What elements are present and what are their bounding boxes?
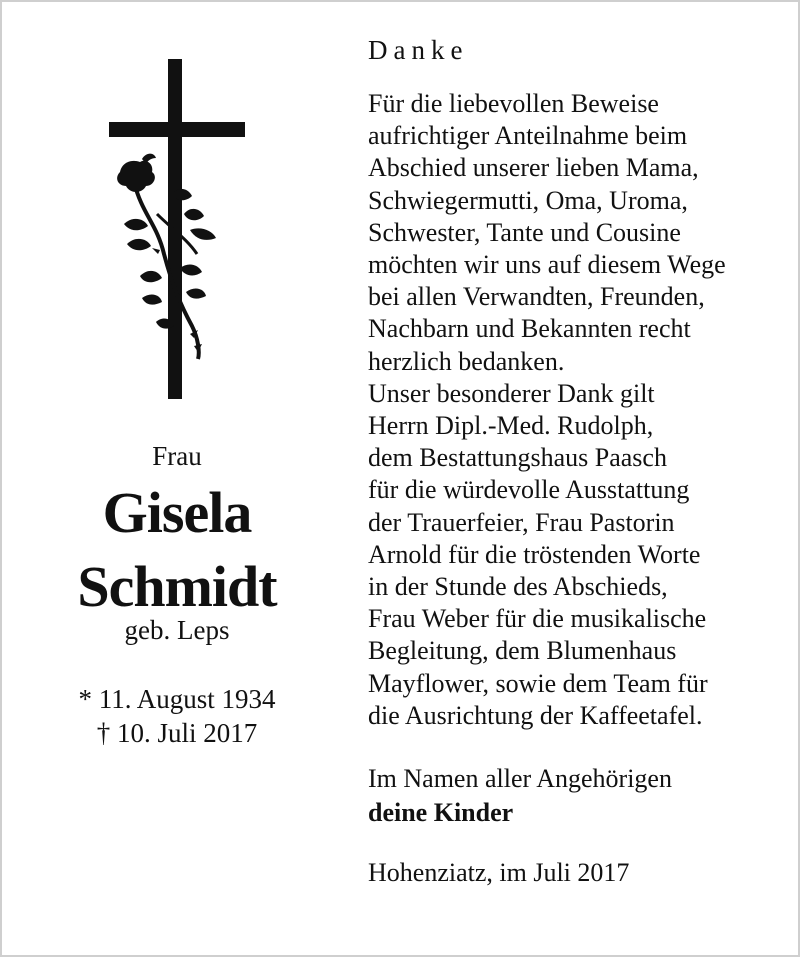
body-line: bei allen Verwandten, Freunden, <box>368 282 705 312</box>
body-line: Herrn Dipl.-Med. Rudolph, <box>368 411 654 441</box>
body-line: aufrichtiger Anteilnahme beim <box>368 121 688 151</box>
body-line: herzlich bedanken. <box>368 346 565 376</box>
body-line: Begleitung, dem Blumenhaus <box>368 636 677 666</box>
cross-with-rose-icon <box>102 54 252 404</box>
place-and-date: Hohenziatz, im Juli 2017 <box>368 858 630 888</box>
heading-danke: Danke <box>368 35 469 65</box>
birth-name: geb. Leps <box>124 615 230 645</box>
body-line: Nachbarn und Bekannten recht <box>368 314 691 344</box>
body-line: Unser besonderer Dank gilt <box>368 378 655 408</box>
right-column <box>368 32 788 890</box>
body-line: in der Stunde des Abschieds, <box>368 572 668 602</box>
signature-block <box>368 762 788 830</box>
body-line: Schwester, Tante und Cousine <box>368 217 681 247</box>
last-name: Schmidt <box>77 554 277 619</box>
birth-date: * 11. August 1934 <box>78 684 276 714</box>
body-line: dem Bestattungshaus Paasch <box>368 443 667 473</box>
body-line: der Trauerfeier, Frau Pastorin <box>368 507 675 537</box>
signature-line: Im Namen aller Angehörigen <box>368 764 672 794</box>
body-line: Arnold für die tröstenden Worte <box>368 539 701 569</box>
body-line: Abschied unserer lieben Mama, <box>368 153 699 183</box>
body-line: möchten wir uns auf diesem Wege <box>368 250 726 280</box>
death-date: † 10. Juli 2017 <box>96 718 258 748</box>
thank-you-text <box>368 88 788 732</box>
title-prefix: Frau <box>152 441 202 471</box>
left-column <box>2 2 352 959</box>
body-line: Frau Weber für die musikalische <box>368 604 707 634</box>
signature-name: deine Kinder <box>368 798 514 828</box>
body-line: Für die liebevollen Beweise <box>368 89 659 118</box>
body-line: die Ausrichtung der Kaffeetafel. <box>368 700 703 730</box>
body-line: für die würdevolle Ausstattung <box>368 475 690 505</box>
body-line: Mayflower, sowie dem Team für <box>368 668 708 698</box>
first-name: Gisela <box>102 480 252 545</box>
life-dates <box>2 682 352 750</box>
body-line: Schwiegermutti, Oma, Uroma, <box>368 185 688 215</box>
